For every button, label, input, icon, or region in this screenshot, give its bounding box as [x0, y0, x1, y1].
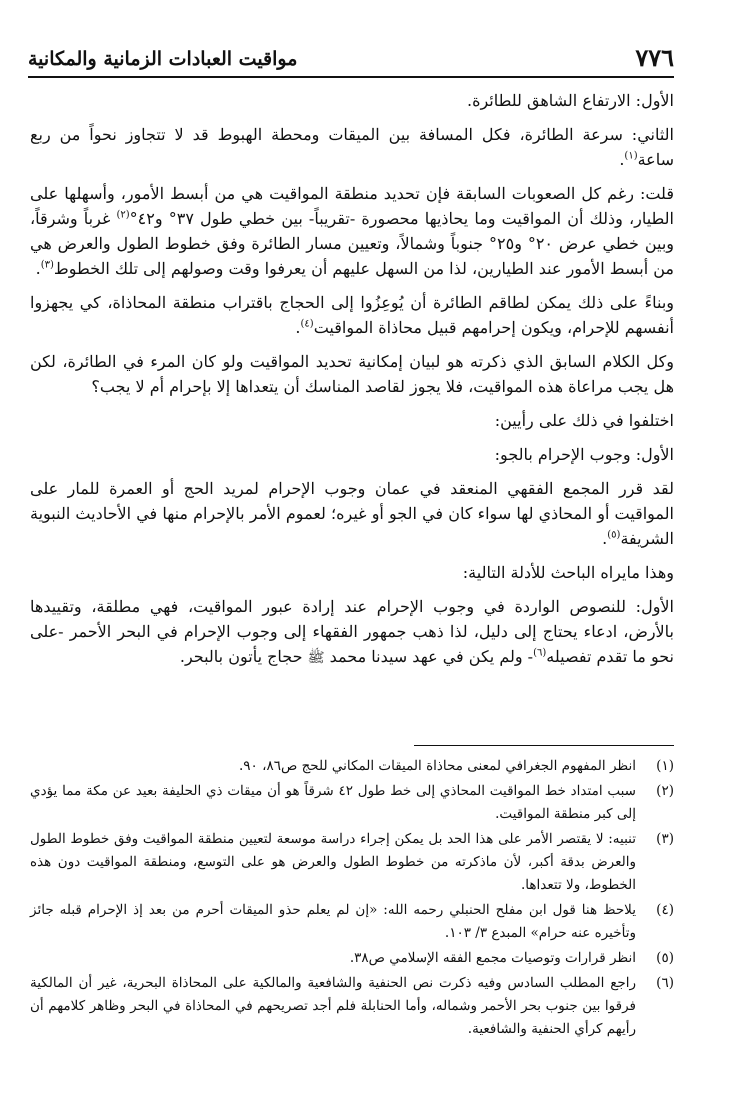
footnote-number: (٢)	[656, 783, 674, 799]
paragraph-text: اختلفوا في ذلك على رأيين:	[494, 411, 674, 430]
paragraph	[30, 88, 674, 113]
footnote-ref[interactable]: (٣)	[40, 259, 54, 271]
paragraph-text: وكل الكلام السابق الذي ذكرته هو لبيان إمكانية تحديد المواقيت ولو كان المرء في الطائرة، لكن هل يجب مراعاة هذه المواقيت، فلا يجوز لقاصد المناسك أن يتعداها إلا بإحرام أم لا يجب؟	[30, 352, 675, 396]
paragraph-text: وهذا مايراه الباحث للأدلة التالية:	[462, 563, 674, 582]
paragraph-text: الأول: وجوب الإحرام بالجو:	[494, 445, 674, 464]
paragraph	[30, 290, 674, 340]
salawat-glyph: ﷺ	[307, 650, 325, 666]
paragraph-text: - ولم يكن في عهد سيدنا محمد	[324, 647, 534, 666]
footnote	[30, 972, 674, 1041]
paragraph-text: الأول: الارتفاع الشاهق للطائرة.	[466, 91, 674, 110]
paragraph	[30, 122, 674, 172]
footnote-ref[interactable]: (٥)	[607, 529, 621, 541]
footnote-text: يلاحظ هنا قول ابن مفلح الحنبلي رحمه الله: «إن لم يعلم حذو الميقات أحرم من بعد إذ الإحرام قبله جائز وتأخيره عنه حرام» المبدع ٣/ ١٠٣.	[30, 902, 636, 941]
footnote	[30, 947, 674, 970]
footnote-number: (١)	[656, 758, 674, 774]
footnote-number: (٥)	[656, 950, 674, 966]
paragraph-text: قلت: رغم كل الصعوبات السابقة فإن تحديد منطقة المواقيت هي من أبسط الأمور، وأسهلها على الطيار، وذلك أن المواقيت وما يحاذيها محصورة -تقريباً- بين خطي طول ٣٧° و٤٢°	[30, 184, 675, 228]
paragraph	[30, 560, 674, 585]
main-text	[30, 88, 674, 680]
footnote-text: راجع المطلب السادس وفيه ذكرت نص الحنفية والشافعية والمالكية على المحاذاة البحرية، غير أن المالكية فرقوا بين جنوب بحر الأحمر وشماله، وأما الحنابلة فلم أجد تصريحهم في المحاذاة في البحر وظاهر كلامهم أن رأيهم كرأي الحنفية والشافعية.	[30, 975, 637, 1037]
footnote-ref[interactable]: (٦)	[533, 647, 547, 659]
paragraph-text: حجاج يأتون بالبحر.	[179, 647, 308, 666]
paragraph-text: الأول: للنصوص الواردة في وجوب الإحرام عند إرادة عبور المواقيت، فهي مطلقة، وتقييدها بالأرض، ادعاء يحتاج إلى دليل، لذا ذهب جمهور الفقهاء إلى وجوب الإحرام في البحر الأحمر -على نحو ما تقدم تفصيله	[30, 597, 674, 666]
paragraph-end: .	[619, 150, 625, 169]
footnote	[30, 899, 674, 945]
footnote-number: (٦)	[656, 975, 674, 991]
footnote-text: تنبيه: لا يقتصر الأمر على هذا الحد بل يمكن إجراء دراسة موسعة لتعيين منطقة المواقيت وفق خطوط الطول والعرض بدقة أكبر، لأن ماذكرته من خطوط الطول والعرض هو على التوسع، ومنطقة المواقيت دون هذه الخطوط، ولا تتعداها.	[30, 831, 636, 893]
footnote-number: (٤)	[656, 902, 674, 918]
paragraph-end: .	[295, 318, 301, 337]
paragraph	[30, 408, 674, 433]
paragraph	[30, 442, 674, 467]
page-header	[28, 30, 674, 78]
paragraph	[30, 476, 674, 551]
footnote	[30, 755, 674, 778]
footnote-ref[interactable]: (٢)	[116, 209, 130, 221]
paragraph-text: لقد قرر المجمع الفقهي المنعقد في عمان وجوب الإحرام لمريد الحج أو العمرة للمار على المواقيت أو المحاذي لها سواء كان في الجو أو غيره؛ لعموم الأمر بالإحرام منها في الأحاديث النبوية الشريفة	[30, 479, 674, 548]
footnote-ref[interactable]: (١)	[624, 150, 638, 162]
paragraph-text: غرباً وشرقاً، وبين خطي عرض ٢٠° و٢٥° جنوباً وشمالاً، وتعيين مسار الطائرة وفق خطوط الطول والعرض هي من أبسط الأمور عند الطيارين، لذا من السهل عليهم أن يعرفوا وقت وصولهم إلى تلك الخطوط	[30, 209, 675, 278]
paragraph-end: .	[602, 529, 608, 548]
paragraph	[30, 594, 674, 671]
footnote	[30, 828, 674, 897]
footnote-text: سبب امتداد خط المواقيت المحاذي إلى خط طول ٤٢ شرقاً هو أن ميقات ذي الحليفة بعيد عن مكة مما يؤدي إلى كبر منطقة المواقيت.	[30, 783, 636, 822]
footnote-text: انظر المفهوم الجغرافي لمعنى محاذاة الميقات المكاني للحج ص٨٦، ٩٠.	[238, 758, 636, 774]
footnotes	[30, 755, 674, 1043]
paragraph-text: وبناءً على ذلك يمكن لطاقم الطائرة أن يُوعِزُوا إلى الحجاج باقتراب منطقة المحاذاة، كي يجهزوا أنفسهم للإحرام، ويكون إحرامهم قبيل محاذاة المواقيت	[30, 293, 674, 337]
footnote-text: انظر قرارات وتوصيات مجمع الفقه الإسلامي ص٣٨.	[349, 950, 636, 966]
paragraph-end: .	[35, 259, 41, 278]
paragraph	[30, 181, 674, 281]
paragraph-text: الثاني: سرعة الطائرة، فكل المسافة بين الميقات ومحطة الهبوط قد لا تتجاوز نحواً من ربع ساعة	[30, 125, 674, 169]
footnote	[30, 780, 674, 826]
paragraph	[30, 349, 674, 399]
footnote-ref[interactable]: (٤)	[300, 318, 314, 330]
running-title: مواقيت العبادات الزمانية والمكانية	[28, 48, 298, 70]
footnote-separator	[414, 745, 674, 746]
page-number: ٧٧٦	[635, 43, 674, 72]
footnote-number: (٣)	[656, 831, 674, 847]
